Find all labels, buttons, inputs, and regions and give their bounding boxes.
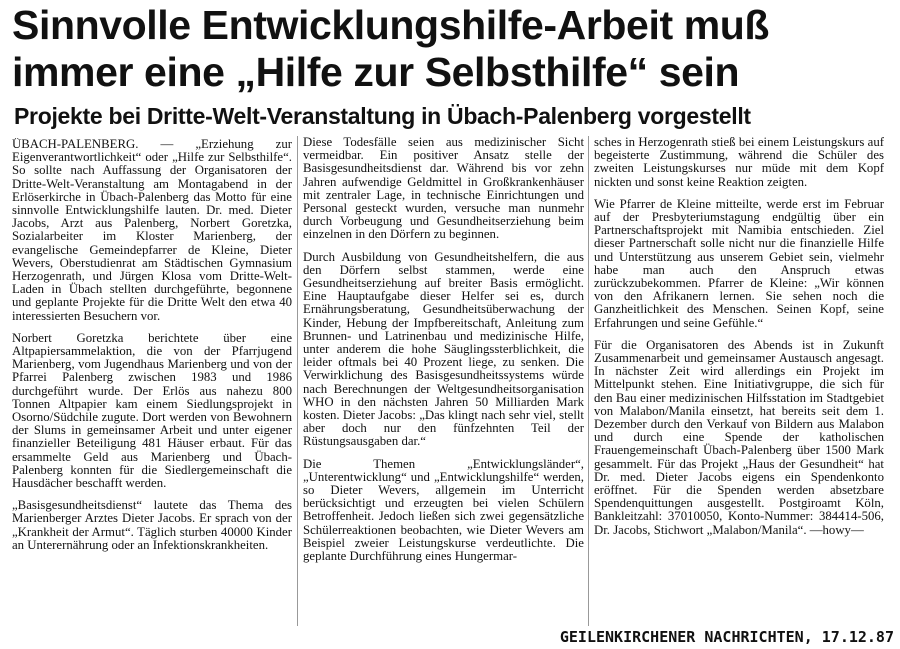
paragraph: Für die Organisatoren des Abends ist in Zukunft Zusammenarbeit und gemeinsamer Austausch angesagt. In nächster Zeit wird allerdings ein Projekt im Mittelpunkt stehen. Eine Initiativgruppe, die sich für den Bau einer medizinischen Hilfsstation im Stadtgebiet von Malabon/Manila einsetzt, hat bereits seit dem 1. Dezember durch den Verkauf von Bildern aus Malabon und durch eine Spende der katholischen Frauengemeinschaft Übach-Palenberg über 1500 Mark gesammelt. Für das Projekt „Haus der Gesundheit“ hat Dr. med. Dieter Jacobs eigens ein Spendenkonto eröffnet. Für die Spenden werden absetzbare Spendenquittungen ausgestellt. Postgiroamt Köln, Bankleitzahl: 37010050, Konto-Nummer: 384414-506, Dr. Jacobs, Stichwort „Malabon/Manila“. —howy— (594, 337, 884, 537)
column-divider (297, 136, 298, 626)
paragraph: „Basisgesundheitsdienst“ lautete das Thema des Marienberger Arztes Dieter Jacobs. Er sprach von der „Krankheit der Armut“. Täglich sturben 40000 Kinder an Unterernährung oder an Infektionskrankheiten. (12, 498, 292, 552)
source-caption: GEILENKIRCHENER NACHRICHTEN, 17.12.87 (559, 628, 894, 646)
headline-line-2: immer eine „Hilfe zur Selbsthilfe“ sein (12, 49, 740, 95)
paragraph: Diese Todesfälle seien aus medizinischer Sicht vermeidbar. Ein positiver Ansatz stelle der Basisgesundheitsdienst dar. Während bis vor zehn Jahren aufwendige Geldmittel in Großkrankenhäuser mit zentraler Lage, in technische Einrichtungen und Personal gesteckt wurden, versuche man nunmehr durch Vorbeugung und Gesundheitserziehung beim einzelnen in den Dörfern zu beginnen. (303, 136, 584, 242)
column-divider (588, 136, 589, 626)
paragraph: sches in Herzogenrath stieß bei einem Leistungskurs auf begeisterte Zustimmung, während die Schüler des zweiten Leistungskurses nur müde mit dem Kopf nickten und sonst keine Reaktion zeigten. (594, 136, 884, 189)
paragraph: Norbert Goretzka berichtete über eine Altpapiersammelaktion, die von der Pfarrjugend Marienberg, vom Jugendhaus Marienberg und von der Pfarrei Palenberg zwischen 1983 und 1986 durchgeführt wurde. Der Erlös aus nahezu 800 Tonnen Altpapier kam einem Siedlungsprojekt in Osorno/Südchile zugute. Dort werden von Bewohnern der Slums in gemeinsamer Arbeit und unter eigener finanzieller Beteiligung 481 Häuser erbaut. Für das ersammelte Geld aus Marienberg und Übach-Palenberg konnten für die Siedlergemeinschaft die Hausdächer beschafft werden. (12, 330, 292, 491)
article-column-2 (303, 136, 584, 626)
paragraph: ÜBACH-PALENBERG. — „Erziehung zur Eigenverantwortlichkeit“ oder „Hilfe zur Selbsthilfe“. So sollte nach Auffassung der Organisatoren der Dritte-Welt-Veranstaltung am Montagabend in der Erlöserkirche in Übach-Palenberg das Motto für eine sinnvolle Entwicklungshilfe lauten. Dr. med. Dieter Jacobs, Arzt aus Palenberg, Norbert Goretzka, Sozialarbeiter im Kloster Marienberg, der evangelische Gemeindepfarrer de Kleine, Dieter Wevers, Oberstudienrat am Städtischen Gymnasium Herzogenrath, und Jürgen Klosa vom Dritte-Welt-Laden in Übach stellten durchgeführte, begonnene und geplante Projekte für die Dritte Welt den etwa 40 interessierten Besuchern vor. (12, 138, 292, 323)
article-column-3 (594, 136, 884, 626)
headline (12, 2, 892, 96)
paragraph: Wie Pfarrer de Kleine mitteilte, werde erst im Februar auf der Presbyteriumstagung endgültig über ein Partnerschaftsprojekt mit Namibia entschieden. Ziel dieser Partnerschaft solle nicht nur die finanzielle Hilfe und Unterstützung aus unserem Gebiet sein, vielmehr habe man auch den Anspruch etwas zurückzubekommen. Pfarrer de Kleine: „Wir können von den Afrikanern lernen. Sie sehen noch die Ganzheitlichkeit des Menschen. Seinen Kopf, seine Erfahrungen und seine Gefühle.“ (594, 196, 884, 330)
subheadline: Projekte bei Dritte-Welt-Veranstaltung in Übach-Palenberg vorgestellt (14, 103, 751, 129)
article-column-1 (12, 138, 292, 628)
headline-line-1: Sinnvolle Entwicklungshilfe-Arbeit muß (12, 2, 770, 48)
paragraph: Die Themen „Entwicklungsländer“, „Unterentwicklung“ und „Entwicklungshilfe“ werden, so Dieter Wevers, allgemein im Unterricht berücksichtigt und erzeugten bei vielen Schülern Betroffenheit. Jedoch ließen sich zwei gegensätzliche Schülerreaktionen beobachten, wie Dieter Wevers am Beispiel zweier Leistungskurse verdeutlichte. Die geplante Durchführung eines Hungermar- (303, 456, 584, 564)
paragraph: Durch Ausbildung von Gesundheitshelfern, die aus den Dörfern selbst stammen, werde eine Gesundheitserziehung auf breiter Basis ermöglicht. Eine Hauptaufgabe dieser Helfer sei es, durch Ernährungsberatung, Gesundheitsüberwachung der Kinder, Hebung der Impfbereitschaft, Anleitung zum Brunnen- und Latrinenbau und medizinische Hilfe, unter anderem die hohe Säuglingssterblichkeit, die leider oftmals bei 40 Prozent liege, zu senken. Die Verwirklichung des Basisgesundheitssystems würde nach Berechnungen der Weltgesundheitsorganisation WHO in den nächsten Jahren 50 Milliarden Mark kosten. Dieter Jacobs: „Das klingt nach sehr viel, stellt aber doch nur den fünfzehnten Teil der Rüstungsausgaben dar.“ (303, 249, 584, 449)
